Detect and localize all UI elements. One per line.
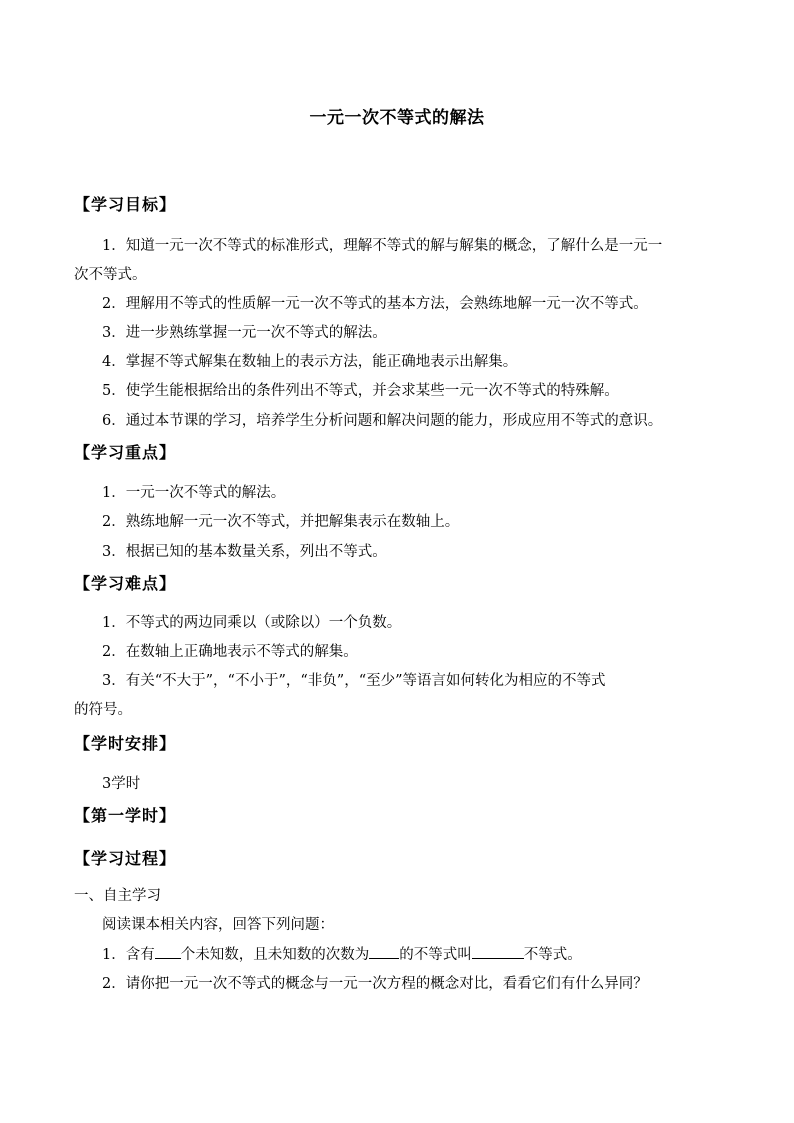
objectives-heading: 【学习目标】 [74,195,177,214]
difficulty-item-3: 3．有关“不大于”，“不小于”，“非负”，“至少”等语言如何转化为相应的不等式 [102,673,606,689]
self-study-intro: 阅读课本相关内容，回答下列问题： [102,917,334,933]
page-title: 一元一次不等式的解法 [309,108,485,128]
objective-item-2: 2．理解用不等式的性质解一元一次不等式的基本方法，会熟练地解一元一次不等式。 [102,296,648,312]
self-study-subheading: 一、自主学习 [74,888,161,904]
process-heading: 【学习过程】 [74,849,177,868]
key-points-heading: 【学习重点】 [74,443,177,462]
objective-item-1-cont: 次不等式。 [74,267,147,283]
objective-item-1: 1．知道一元一次不等式的标准形式，理解不等式的解与解集的概念，了解什么是一元一 [102,238,663,254]
difficulty-item-3-cont: 的符号。 [74,702,132,718]
question-1-part-1: 1．含有 [102,947,155,963]
key-point-item-1: 1．一元一次不等式的解法。 [102,485,286,501]
key-point-item-3: 3．根据已知的基本数量关系，列出不等式。 [102,544,387,560]
question-1-part-3: 的不等式叫 [399,947,472,963]
difficulties-heading: 【学习难点】 [74,574,177,593]
question-2: 2．请你把一元一次不等式的概念与一元一次方程的概念对比，看看它们有什么异同？ [102,976,648,992]
question-1-part-2: 个未知数，且未知数的次数为 [180,947,370,963]
question-1-part-4: 不等式。 [523,947,582,963]
difficulty-item-1: 1．不等式的两边同乘以（或除以）一个负数。 [102,615,402,631]
objective-item-4: 4．掌握不等式解集在数轴上的表示方法，能正确地表示出解集。 [102,354,518,370]
schedule-heading: 【学时安排】 [74,734,177,753]
answer-blank-1[interactable] [155,944,181,959]
objective-item-3: 3．进一步熟练掌握一元一次不等式的解法。 [102,325,387,341]
first-period-heading: 【第一学时】 [74,806,177,825]
answer-blank-2[interactable] [369,944,399,959]
objective-item-6: 6．通过本节课的学习，培养学生分析问题和解决问题的能力，形成应用不等式的意识。 [102,413,663,429]
objective-item-5: 5．使学生能根据给出的条件列出不等式，并会求某些一元一次不等式的特殊解。 [102,383,619,399]
key-point-item-2: 2．熟练地解一元一次不等式，并把解集表示在数轴上。 [102,514,460,530]
answer-blank-3[interactable] [472,944,524,959]
question-1 [102,943,582,964]
schedule-text: 3学时 [102,776,141,792]
difficulty-item-2: 2．在数轴上正确地表示不等式的解集。 [102,644,358,660]
